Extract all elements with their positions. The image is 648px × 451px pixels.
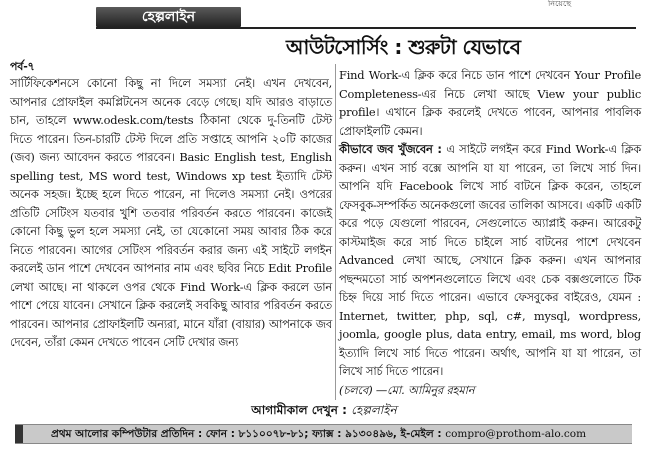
footer-contact: প্রথম আলোর কম্পিউটার প্রতিদিন : ফোন : ৮১১০০৭৮-৮১; ফ্যাক্স : ৯১৩০৪৯৬, ই-মেইল : xyxy=(51,428,446,440)
footer-bar xyxy=(15,424,632,444)
left-column-text: সার্টিফিকেশনসে কোনো কিছু না দিলে সমস্যা নেই। এখন দেখবেন, আপনার প্রোফাইল কমপ্লিটনেস অনেক বেড়ে গেছে। যদি আরও বাড়াতে চান, তাহলে www.odesk.com/tests ঠিকানা থেকে দু-তিনটি টেস্ট দিতে পারেন। তিন-চারটি টেস্ট দিলে প্রতি সপ্তাহে আপনি ২০টি কাজের (জব) জন্য আবেদন করতে পারবেন। Basic English test, English spelling test, MS word test, Windows xp test ইত্যাদি টেস্ট অনেক সহজ। ইচ্ছে হলে দিতে পারেন, না দিলেও সমস্যা নেই। ওপরের প্রতিটি সেটিংস যতবার খুশি ততবার পরিবর্তন করতে পারবেন। কাজেই কোনো কিছু ভুল হলে সমস্যা নেই, তা যেকোনো সময় আবার ঠিক করে নিতে পারবেন। আগের সেটিংস পরিবর্তন করার জন্য এই সাইটে লগইন করলেই ডান পাশে দেখবেন আপনার নাম এবং ছবির নিচে Edit Profile লেখা আছে। না থাকলে ওপর থেকে Find Work-এ ক্লিক করলে ডান পাশে পেয়ে যাবেন। সেখানে ক্লিক করলেই সবকিছু আবার পরিবর্তন করতে পারবেন। আপনার প্রোফাইলটি অন্যরা, মানে যাঁরা (বায়ার) আপনাকে জব দেবেন, তাঁরা কেমন দেখতে পাবেন সেটি দেখার জন্য xyxy=(10,76,332,349)
section-rule xyxy=(96,27,636,29)
right-column xyxy=(339,66,641,399)
tomorrow-notice xyxy=(0,402,648,422)
tomorrow-label: আগামীকাল দেখুন : xyxy=(251,403,347,417)
section-label: হেল্পলাইন xyxy=(96,7,241,27)
footer-mark-icon xyxy=(15,425,23,443)
subhead-find-jobs: কীভাবে জব খুঁজবেন : xyxy=(339,142,442,156)
left-column xyxy=(10,60,332,352)
footer-email: compro@prothom-alo.com xyxy=(445,428,587,440)
top-cut-text: নিয়েছে xyxy=(548,0,572,8)
column-divider xyxy=(335,64,336,400)
part-label: পর্ব-৭ xyxy=(10,60,35,73)
right-column-intro: Find Work-এ ক্লিক করে নিচে ডান পাশে দেখবেন Your Profile Completeness-এর নিচে লেখা আছে View your public profile। এখানে ক্লিক করলেই দেখতে পাবেন, আপনার পাবলিক প্রোফাইলটি কেমন। xyxy=(339,68,641,138)
right-column-body xyxy=(339,140,641,381)
tomorrow-topic: হেল্পলাইন xyxy=(351,403,397,417)
right-column-body-text: এ সাইটে লগইন করে Find Work-এ ক্লিক করুন। এখন সার্চ বক্সে আপনি যা যা পারেন, তা লিখে সার্চ দিন। আপনি যদি Facebook লিখে সার্চ বাটনে ক্লিক করেন, তাহলে ফেসবুক-সম্পর্কিত অনেকগুলো জবের তালিকা আসবে। একটি একটি করে পড়ে যেগুলো পারবেন, সেগুলোতে অ্যাপ্লাই করুন। আরেকটু কাস্টমাইজ করে সার্চ দিতে চাইলে সার্চ বাটনের পাশে দেখবেন Advanced লেখা আছে, সেখানে ক্লিক করুন। এখন আপনার পছন্দমতো সার্চ অপশনগুলোতে লিখে এবং চেক বক্সগুলোতে টিক চিহ্ন দিয়ে সার্চ দিতে পারেন। এভাবে ফেসবুকের বাইরেও, যেমন : Internet, twitter, php, sql, c#, mysql, wordpress, joomla, google plus, data entry, email, ms word, blog ইত্যাদি লিখে সার্চ দিতে পারেন। অর্থাৎ, আপনি যা যা পারেন, তা লিখে সার্চ দিতে পারেন। xyxy=(339,142,641,378)
article-headline: আউটসোর্সিং : শুরুটা যেভাবে xyxy=(286,35,521,59)
byline: (চলবে) —মো. আমিনুর রহমান xyxy=(339,382,475,397)
